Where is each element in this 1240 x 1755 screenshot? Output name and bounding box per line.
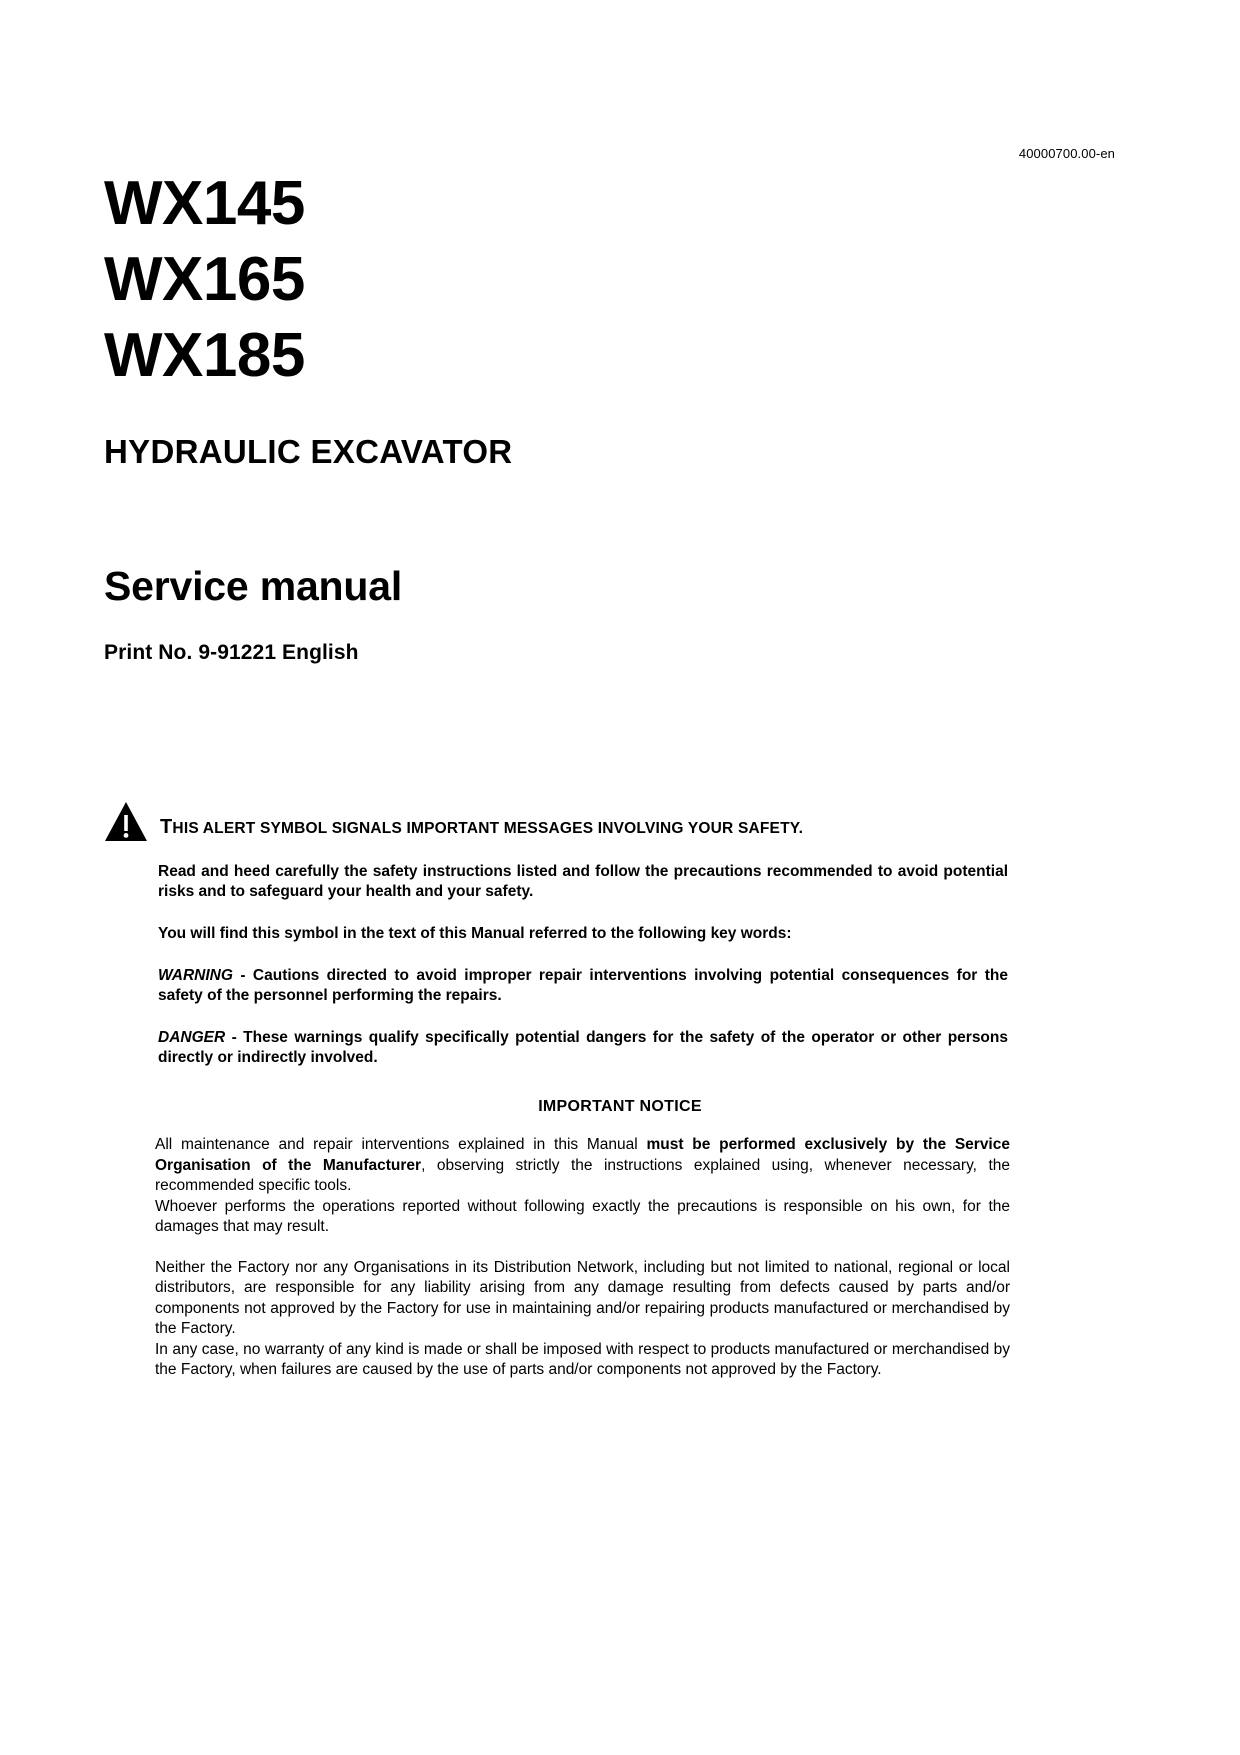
notice-paragraph-distribution-network: Neither the Factory nor any Organisations in its Distribution Network, including but not limited to national, regional or local distributors, are responsible for any liability arising from any damage resulting from defects caused by parts and/or components not approved by the Factory for use in maintaining and/or repairing products manufactured or merchandised by the Factory. [155,1258,1010,1337]
safety-instructions [158,862,1008,1068]
important-notice-body [155,1135,1010,1381]
page-title: Service manual [104,563,403,609]
alert-statement [160,817,803,837]
print-number: Print No. 9-91221 English [104,641,359,664]
model-name-1: WX145 [104,169,305,238]
danger-keyword: DANGER [158,1029,226,1046]
danger-description: - These warnings qualify specifically potential dangers for the safety of the operator or other persons directly or indirectly involved. [158,1029,1008,1066]
important-notice-heading: IMPORTANT NOTICE [538,1098,702,1115]
notice-paragraph-responsibility: Whoever performs the operations reported without following exactly the precautions is responsible on his own, for the damages that may result. [155,1197,1010,1235]
notice-spacer [155,1238,1010,1258]
safety-paragraph-danger [158,1028,1008,1068]
notice-p1-emphasis: must be performed exclusively by the Service Organisation of the Manufacturer [155,1136,1010,1174]
notice-p1-lead: All maintenance and repair interventions explained in this Manual [155,1136,647,1153]
model-list [104,166,305,394]
alert-lead-cap: T [160,816,173,838]
warning-keyword: WARNING [158,967,233,984]
warning-description: - Cautions directed to avoid improper repair interventions involving potential consequences for the safety of the personnel performing the repairs. [158,967,1008,1004]
document-code: 40000700.00-en [1018,146,1115,161]
safety-paragraph-warning [158,966,1008,1006]
notice-paragraph-service-organisation [155,1135,1010,1197]
model-name-3: WX185 [104,321,305,390]
machine-type: HYDRAULIC EXCAVATOR [104,433,513,470]
notice-paragraph-warranty: In any case, no warranty of any kind is made or shall be imposed with respect to products manufactured or merchandised by the Factory, when failures are caused by the use of parts and/or components not approved by the Factory. [155,1340,1010,1378]
alert-banner [104,800,1114,840]
safety-paragraph-key-words: You will find this symbol in the text of this Manual referred to the following key words: [158,925,792,942]
alert-statement-text: HIS ALERT SYMBOL SIGNALS IMPORTANT MESSAGES INVOLVING YOUR SAFETY. [172,820,804,837]
notice-p1-tail: , observing strictly the instructions explained using, whenever necessary, the recommended specific tools. [155,1156,1010,1194]
warning-triangle-icon [104,802,148,842]
safety-paragraph-read-and-heed: Read and heed carefully the safety instructions listed and follow the precautions recommended to avoid potential risks and to safeguard your health and your safety. [158,863,1008,900]
model-name-2: WX165 [104,245,305,314]
